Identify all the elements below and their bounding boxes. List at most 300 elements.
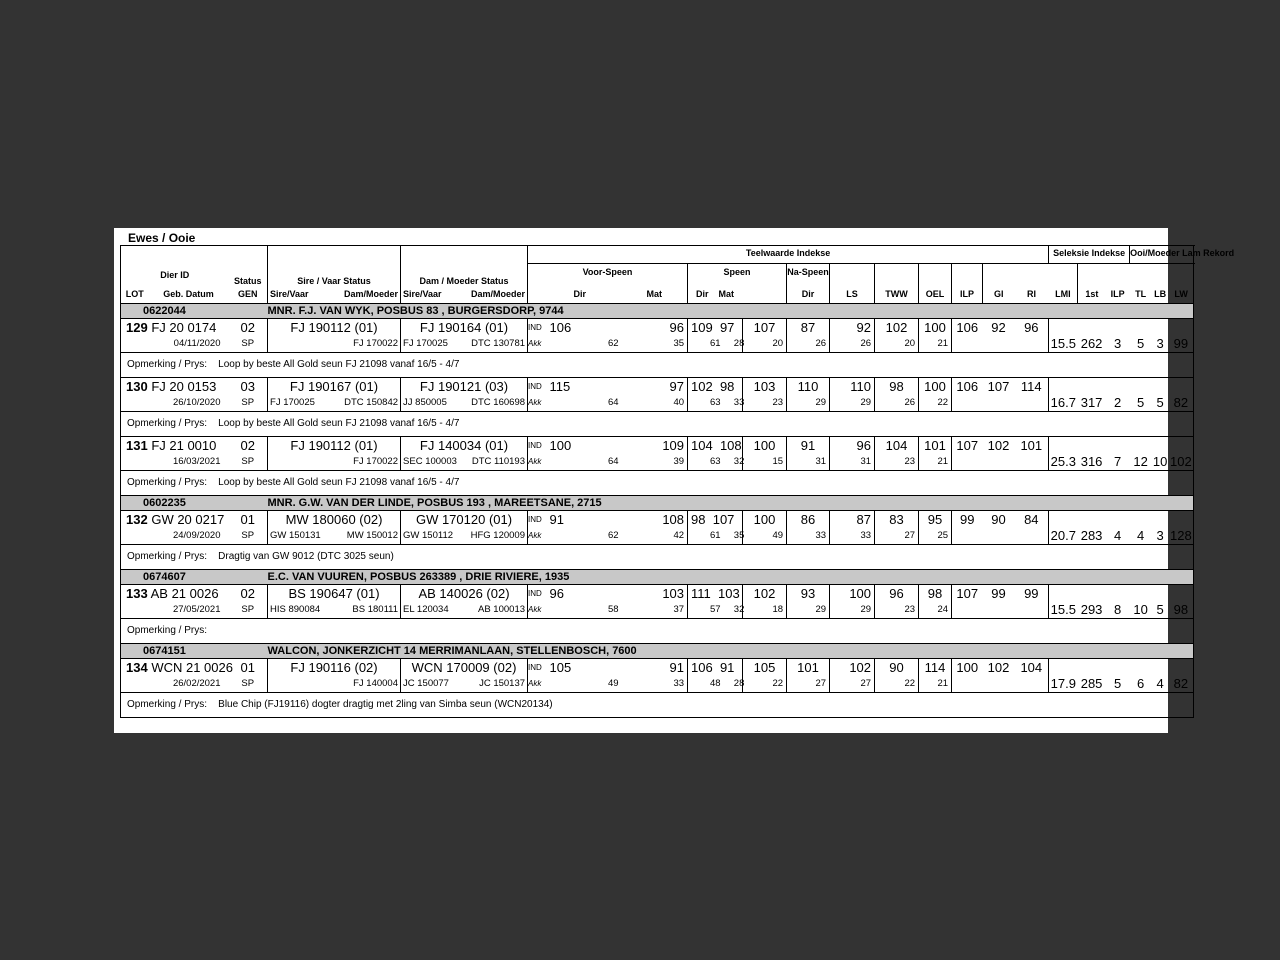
ls-akk: 31 — [815, 456, 827, 467]
ri: 102 — [987, 438, 1010, 453]
rek-mli: 99 — [1173, 336, 1189, 351]
sire-vaar-header-2: Sire/Vaar — [403, 288, 442, 299]
ri: 99 — [991, 586, 1006, 601]
ilp-akk: 21 — [937, 678, 949, 689]
seller-name: MNR. F.J. VAN WYK, POSBUS 83 , BURGERSDORP, 9744 — [268, 304, 1194, 319]
lw-header: LW — [1169, 286, 1194, 304]
oel: 104 — [885, 438, 908, 453]
lmi: 114 — [1020, 379, 1042, 394]
note-text: Loop by beste All Gold seun FJ 21098 vanaf 16/5 - 4/7 — [218, 477, 460, 488]
table-row-sub — [121, 337, 1194, 353]
seller-row — [121, 570, 1194, 585]
seller-code: 0674607 — [121, 570, 268, 585]
sp-mat: 108 — [719, 438, 742, 453]
rek-lw: 3 — [1156, 528, 1164, 543]
sp-dir-akk: 63 — [710, 456, 721, 467]
table-row — [121, 319, 1194, 338]
gi: 99 — [960, 512, 975, 527]
gen-header: GEN — [229, 286, 268, 304]
sire-status-header: Sire / Vaar Status — [268, 264, 401, 286]
oel-akk: 27 — [904, 530, 916, 541]
rek-mli: 98 — [1173, 602, 1189, 617]
sire-id: FJ 190112 (01) — [290, 438, 378, 453]
dam-dam: DTC 130781 — [471, 338, 526, 349]
table-row-sub — [121, 603, 1194, 619]
vs-mat-akk: 39 — [673, 456, 685, 467]
ns-dir-akk: 18 — [772, 604, 784, 615]
note-row — [121, 353, 1194, 378]
note-row — [121, 619, 1194, 644]
birth-date: 16/03/2021 — [172, 456, 221, 467]
table-row-sub — [121, 529, 1194, 545]
lot-number: 130 — [126, 379, 148, 394]
rek-tl: 2 — [1113, 395, 1122, 410]
rek-ilp: 317 — [1080, 395, 1103, 410]
note-label: Opmerking / Prys: — [127, 625, 208, 636]
rek-lb: 12 — [1133, 454, 1148, 469]
ilp-akk: 25 — [937, 530, 949, 541]
rek-1st: 17.9 — [1050, 676, 1076, 691]
sp-dir: 98 — [691, 512, 706, 527]
sire-id: BS 190647 (01) — [288, 586, 380, 601]
ls: 101 — [797, 660, 819, 675]
ri: 90 — [991, 512, 1006, 527]
note-row — [121, 693, 1194, 718]
vs-mat: 108 — [662, 512, 685, 527]
ilp-akk: 21 — [937, 456, 949, 467]
ns-dir-akk: 23 — [772, 397, 784, 408]
gen: 02 — [240, 320, 255, 335]
ls: 110 — [797, 379, 819, 394]
sp-dir: 106 — [691, 660, 713, 675]
rek-1st: 16.7 — [1050, 395, 1076, 410]
ns-dir-header: Dir — [787, 286, 830, 304]
gi: 107 — [956, 438, 979, 453]
lot-number: 133 — [126, 586, 148, 601]
ns-dir-akk: 20 — [772, 338, 784, 349]
oel: 102 — [885, 320, 908, 335]
lot-number: 131 — [126, 438, 148, 453]
sire-sire: FJ 170025 — [270, 397, 315, 408]
sire-dam: FJ 140004 — [353, 678, 399, 689]
tww: 100 — [849, 586, 872, 601]
rek-mli: 82 — [1173, 676, 1189, 691]
speen-header: Speen — [688, 264, 787, 286]
rek-lw: 5 — [1156, 602, 1164, 617]
animal-id: WCN 21 0026 — [151, 660, 233, 675]
birth-date: 26/02/2021 — [172, 678, 221, 689]
vs-mat-akk: 33 — [673, 678, 685, 689]
birth-date: 24/09/2020 — [172, 530, 221, 541]
akk-label: Akk — [528, 531, 542, 540]
dam-sire: FJ 170025 — [403, 338, 448, 349]
dam-moeder-header: Dam/Moeder — [344, 288, 399, 299]
tl-header: TL — [1130, 286, 1152, 304]
vs-mat-akk: 35 — [673, 338, 685, 349]
dam-dam: DTC 160698 — [471, 397, 526, 408]
sp-dir-akk: 48 — [710, 678, 721, 689]
status: SP — [241, 604, 255, 615]
ilp-akk: 21 — [937, 338, 949, 349]
status: SP — [241, 530, 255, 541]
ri: 107 — [987, 379, 1010, 394]
note-row — [121, 412, 1194, 437]
tww: 110 — [850, 379, 872, 394]
animal-id: GW 20 0217 — [151, 512, 225, 527]
ri: 102 — [987, 660, 1010, 675]
seller-row — [121, 644, 1194, 659]
vs-dir-akk: 62 — [607, 338, 619, 349]
seller-code: 0602235 — [121, 496, 268, 511]
rek-lw: 3 — [1156, 336, 1164, 351]
akk-label: Akk — [528, 605, 542, 614]
gen: 02 — [240, 586, 255, 601]
vs-mat: 103 — [662, 586, 685, 601]
lot-header: LOT — [121, 286, 149, 304]
dam-dam: DTC 110193 — [471, 456, 526, 467]
note-label: Opmerking / Prys: — [127, 551, 208, 562]
gen: 02 — [240, 438, 255, 453]
animal-id: FJ 20 0153 — [151, 379, 217, 394]
status: SP — [241, 678, 255, 689]
gi: 106 — [956, 320, 979, 335]
ind-label: IND — [528, 589, 542, 598]
seleksie-header: Seleksie Indekse — [1049, 246, 1130, 264]
sp-dir-header: Dir — [696, 288, 709, 299]
first-header: 1st — [1078, 286, 1106, 304]
dam-moeder-header-2: Dam/Moeder — [471, 288, 526, 299]
table-body — [121, 304, 1194, 718]
ns-dir-akk: 49 — [772, 530, 784, 541]
sp-mat: 107 — [712, 512, 735, 527]
dam-sire: SEC 100003 — [403, 456, 457, 467]
sp-mat: 97 — [719, 320, 735, 335]
table-row-sub — [121, 677, 1194, 693]
note-text: Dragtig van GW 9012 (DTC 3025 seun) — [218, 551, 394, 562]
dam-dam: HFG 120009 — [470, 530, 526, 541]
akk-label: Akk — [528, 339, 542, 348]
ri: 92 — [991, 320, 1006, 335]
ind-label: IND — [528, 441, 542, 450]
birth-date: 26/10/2020 — [172, 397, 221, 408]
sire-id: FJ 190112 (01) — [290, 320, 378, 335]
sp-mat: 103 — [718, 586, 740, 601]
seller-code: 0674151 — [121, 644, 268, 659]
table-header — [121, 246, 1235, 304]
vs-mat-akk: 40 — [673, 397, 685, 408]
seller-row — [121, 304, 1194, 319]
gen: 01 — [240, 512, 255, 527]
note-row — [121, 471, 1194, 496]
vs-dir-akk: 58 — [607, 604, 619, 615]
sp-mat: 91 — [719, 660, 735, 675]
table-row-sub — [121, 455, 1194, 471]
dam-sire: JC 150077 — [403, 678, 449, 689]
status: SP — [241, 397, 255, 408]
note-label: Opmerking / Prys: — [127, 477, 208, 488]
tww-akk: 31 — [860, 456, 872, 467]
oel-akk: 20 — [904, 338, 916, 349]
rek-lb: 6 — [1136, 676, 1145, 691]
rek-tl: 5 — [1113, 676, 1122, 691]
seller-name: E.C. VAN VUUREN, POSBUS 263389 , DRIE RIVIERE, 1935 — [268, 570, 1194, 585]
sp-dir-akk: 61 — [710, 338, 721, 349]
status: SP — [241, 456, 255, 467]
gen: 01 — [240, 660, 255, 675]
vs-mat-header: Mat — [622, 286, 688, 304]
akk-label: Akk — [528, 679, 542, 688]
dam-id: GW 170120 (01) — [415, 512, 513, 527]
sp-dir-akk: 57 — [710, 604, 721, 615]
ilp: 100 — [924, 320, 946, 335]
lb-header: LB — [1152, 286, 1169, 304]
note-text: Loop by beste All Gold seun FJ 21098 vanaf 16/5 - 4/7 — [218, 418, 460, 429]
note-label: Opmerking / Prys: — [127, 418, 208, 429]
sp-mat-akk: 35 — [733, 530, 745, 541]
oel-akk: 22 — [904, 678, 916, 689]
teelwaarde-header: Teelwaarde Indekse — [528, 246, 1049, 264]
dier-id-header: Dier ID — [121, 264, 229, 286]
vs-mat-akk: 37 — [673, 604, 685, 615]
vs-mat-akk: 42 — [673, 530, 685, 541]
vs-dir: 105 — [549, 660, 572, 675]
ind-label: IND — [528, 382, 542, 391]
ilp-akk: 22 — [937, 397, 949, 408]
table-row — [121, 585, 1194, 604]
rek-mli: 128 — [1170, 528, 1192, 543]
lot-number: 134 — [126, 660, 148, 675]
vs-mat: 109 — [662, 438, 685, 453]
oel: 98 — [889, 379, 904, 394]
gen: 03 — [240, 379, 255, 394]
table-row — [121, 378, 1194, 397]
rek-1st: 25.3 — [1050, 454, 1076, 469]
ewes-table — [120, 245, 1235, 718]
vs-dir-akk: 62 — [607, 530, 619, 541]
sp-dir-akk: 63 — [710, 397, 721, 408]
ind-label: IND — [528, 663, 542, 672]
tww-akk: 26 — [860, 338, 872, 349]
sp-mat-akk: 28 — [733, 338, 745, 349]
rek-lb: 5 — [1136, 336, 1145, 351]
rek-ilp-header: ILP — [1106, 286, 1130, 304]
oel: 90 — [889, 660, 904, 675]
rek-lb: 10 — [1133, 602, 1148, 617]
lot-number: 132 — [126, 512, 148, 527]
dam-dam: JC 150137 — [479, 678, 526, 689]
oel-akk: 23 — [904, 456, 916, 467]
ls: 93 — [800, 586, 816, 601]
table-row — [121, 437, 1194, 456]
sp-dir: 102 — [691, 379, 713, 394]
ilp: 101 — [924, 438, 946, 453]
animal-id: FJ 21 0010 — [151, 438, 217, 453]
sire-dam: MW 150012 — [346, 530, 399, 541]
dam-id: AB 140026 (02) — [418, 586, 510, 601]
ls-akk: 33 — [815, 530, 827, 541]
note-row — [121, 545, 1194, 570]
ilp: 98 — [927, 586, 943, 601]
table-row — [121, 659, 1194, 678]
sp-mat-header: Mat — [718, 288, 735, 299]
note-text: Blue Chip (FJ19116) dogter dragtig met 2ling van Simba seun (WCN20134) — [218, 699, 553, 710]
vs-dir-akk: 64 — [607, 456, 619, 467]
sire-dam: BS 180111 — [352, 604, 399, 615]
note-label: Opmerking / Prys: — [127, 359, 208, 370]
tww-akk: 27 — [860, 678, 872, 689]
birth-date: 27/05/2021 — [172, 604, 221, 615]
ooi-rekord-header: Ooi/Moeder Lam Rekord — [1130, 246, 1194, 264]
ns-dir-akk: 15 — [772, 456, 784, 467]
table-row-sub — [121, 396, 1194, 412]
seller-name: MNR. G.W. VAN DER LINDE, POSBUS 193 , MAREETSANE, 2715 — [268, 496, 1194, 511]
table-row — [121, 511, 1194, 530]
vs-mat: 97 — [669, 379, 685, 394]
rek-tl: 8 — [1113, 602, 1122, 617]
oel-akk: 23 — [904, 604, 916, 615]
voor-speen-header: Voor-Speen — [528, 264, 688, 286]
tww-header: TWW — [875, 286, 919, 304]
lmi-header: LMI — [1049, 286, 1078, 304]
lmi: 84 — [1024, 512, 1039, 527]
ns-dir: 100 — [753, 438, 776, 453]
akk-label: Akk — [528, 398, 542, 407]
vs-dir-akk: 49 — [607, 678, 619, 689]
seller-row — [121, 496, 1194, 511]
tww: 87 — [856, 512, 872, 527]
oel: 96 — [889, 586, 904, 601]
rek-tl: 7 — [1113, 454, 1122, 469]
sp-mat-akk: 28 — [733, 678, 745, 689]
rek-ilp: 285 — [1080, 676, 1103, 691]
oel-header: OEL — [919, 286, 952, 304]
tww-akk: 29 — [860, 604, 872, 615]
geb-datum-header: Geb. Datum — [149, 286, 229, 304]
vs-dir: 106 — [549, 320, 572, 335]
status-header: Status — [234, 275, 262, 286]
ilp-header: ILP — [952, 286, 983, 304]
ls-akk: 29 — [815, 604, 827, 615]
vs-dir: 96 — [549, 586, 564, 601]
lmi: 96 — [1024, 320, 1039, 335]
ls-akk: 29 — [815, 397, 827, 408]
catalog-sheet — [114, 228, 1235, 733]
ind-label: IND — [528, 515, 542, 524]
rek-lw: 10 — [1152, 454, 1168, 469]
sire-dam: FJ 170022 — [353, 338, 399, 349]
ls: 87 — [800, 320, 816, 335]
dam-sire: JJ 850005 — [403, 397, 447, 408]
sp-mat: 98 — [719, 379, 735, 394]
vs-dir: 91 — [549, 512, 564, 527]
rek-mli: 102 — [1170, 454, 1192, 469]
dam-id: FJ 140034 (01) — [419, 438, 509, 453]
gi: 100 — [956, 660, 979, 675]
note-text: Loop by beste All Gold seun FJ 21098 vanaf 16/5 - 4/7 — [218, 359, 460, 370]
rek-ilp: 293 — [1080, 602, 1103, 617]
animal-id: FJ 20 0174 — [151, 320, 217, 335]
gi: 107 — [956, 586, 979, 601]
rek-ilp: 316 — [1080, 454, 1103, 469]
sire-id: FJ 190167 (01) — [289, 379, 379, 394]
sp-mat-akk: 32 — [733, 456, 745, 467]
ls: 86 — [800, 512, 816, 527]
ls-akk: 27 — [815, 678, 827, 689]
vs-dir-akk: 64 — [607, 397, 619, 408]
ns-dir: 102 — [753, 586, 776, 601]
rek-ilp: 283 — [1080, 528, 1103, 543]
lmi: 99 — [1024, 586, 1039, 601]
tww-akk: 33 — [860, 530, 872, 541]
sp-dir: 104 — [691, 438, 713, 453]
ind-label: IND — [528, 323, 542, 332]
sp-mat-akk: 33 — [733, 397, 745, 408]
sp-mat-akk: 32 — [733, 604, 745, 615]
status: SP — [241, 338, 255, 349]
ns-dir: 107 — [753, 320, 776, 335]
note-label: Opmerking / Prys: — [127, 699, 208, 710]
seller-name: WALCON, JONKERZICHT 14 MERRIMANLAAN, STELLENBOSCH, 7600 — [268, 644, 1194, 659]
sire-dam: DTC 150842 — [344, 397, 399, 408]
animal-id: AB 21 0026 — [150, 586, 219, 601]
rek-lw: 5 — [1156, 395, 1164, 410]
ns-dir: 103 — [753, 379, 776, 394]
dam-id: WCN 170009 (02) — [411, 660, 517, 675]
sire-dam: FJ 170022 — [353, 456, 399, 467]
tww-akk: 29 — [860, 397, 872, 408]
na-speen-header: Na-Speen — [787, 264, 830, 286]
dam-sire: EL 120034 — [403, 604, 449, 615]
sire-sire: HIS 890084 — [270, 604, 321, 615]
vs-mat: 96 — [669, 320, 685, 335]
sire-id: FJ 190116 (02) — [290, 660, 378, 675]
tww: 102 — [849, 660, 872, 675]
rek-1st: 15.5 — [1050, 602, 1076, 617]
lmi: 101 — [1020, 438, 1043, 453]
rek-mli: 82 — [1173, 395, 1189, 410]
dam-id: FJ 190164 (01) — [419, 320, 509, 335]
ilp: 95 — [927, 512, 943, 527]
vs-mat: 91 — [669, 660, 685, 675]
rek-lb: 5 — [1136, 395, 1145, 410]
ns-dir-akk: 22 — [772, 678, 784, 689]
seller-code: 0622044 — [121, 304, 268, 319]
gi: 106 — [956, 379, 979, 394]
sp-dir: 111 — [691, 586, 711, 601]
rek-tl: 3 — [1113, 336, 1122, 351]
ns-dir: 105 — [753, 660, 776, 675]
sire-id: MW 180060 (02) — [285, 512, 383, 527]
vs-dir-header: Dir — [528, 286, 622, 304]
lot-number: 129 — [126, 320, 148, 335]
lmi: 104 — [1020, 660, 1043, 675]
sire-sire: GW 150131 — [270, 530, 321, 541]
ls-akk: 26 — [815, 338, 827, 349]
dam-sire: GW 150112 — [403, 530, 454, 541]
oel-akk: 26 — [904, 397, 916, 408]
gi-header: GI — [983, 286, 1015, 304]
rek-lw: 4 — [1156, 676, 1164, 691]
oel: 83 — [889, 512, 904, 527]
dam-status-header: Dam / Moeder Status — [401, 264, 528, 286]
sire-vaar-header: Sire/Vaar — [270, 288, 309, 299]
akk-label: Akk — [528, 457, 542, 466]
ns-dir: 100 — [753, 512, 776, 527]
dam-dam: AB 100013 — [478, 604, 526, 615]
dam-id: FJ 190121 (03) — [419, 379, 509, 394]
vs-dir: 115 — [549, 379, 571, 394]
rek-tl: 4 — [1113, 528, 1122, 543]
